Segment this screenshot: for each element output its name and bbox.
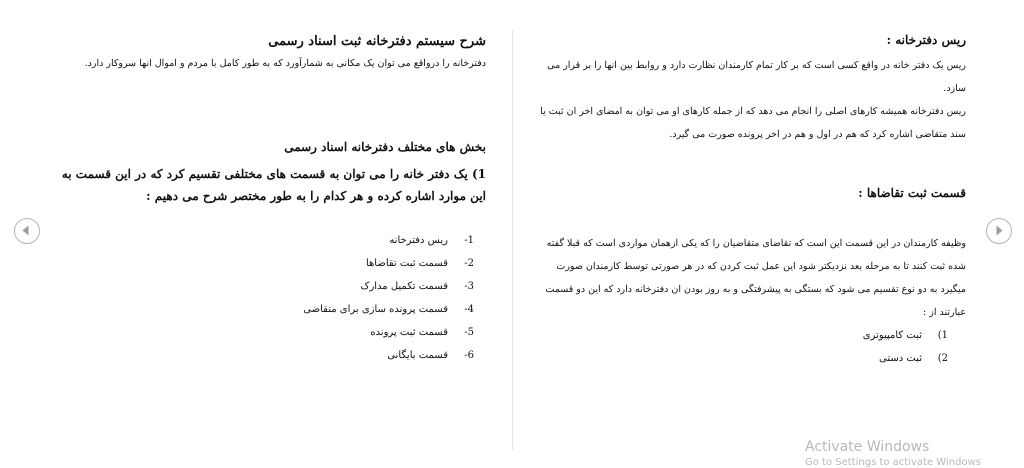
list-item xyxy=(303,252,474,275)
list-item xyxy=(303,275,474,298)
list-item-label: قسمت تکمیل مدارک xyxy=(360,281,448,292)
chevron-right-icon xyxy=(987,219,1010,242)
list-item-number: 6- xyxy=(464,350,474,361)
list-item xyxy=(303,229,474,252)
left-page-title: شرح سیستم دفترخانه ثبت اسناد رسمی xyxy=(268,34,486,49)
head-paragraph-1: ریس یک دفتر خانه در واقع کسی است که بر کار تمام کارمندان نظارت دارد و روابط بین انها را بر قرار می سازد. xyxy=(547,60,966,94)
list-item xyxy=(303,298,474,321)
list-item-label: ثبت دستی xyxy=(879,353,922,364)
list-item-number: 2- xyxy=(464,258,474,269)
requests-paragraph: وظیفه کارمندان در این قسمت این است که تقاضای متقاضیان را که یکی ازهمان مواردی است که قبلا گفته شده ثبت کنند تا به مرحله بعد نزدیکتر شود این عمل ثبت کردن که در هر صورتی توسط کارمندان صورت میگیرد به دو نوع تقسیم می شود که بستگی به پیشرفتگی و به روز بودن ان دفترخانه دارد که این دو قسمت عبارتند از : xyxy=(545,238,966,318)
list-item-label: ثبت کامپیوتری xyxy=(862,330,922,341)
sections-intro: 1) یک دفتر خانه را می توان به قسمت های مختلفی تقسیم کرد که در این قسمت به این موارد اشاره کرده و هر کدام را به طور مختصر شرح می دهیم : xyxy=(61,167,486,203)
list-item-number: 3- xyxy=(464,281,474,292)
list-item-label: قسمت پرونده سازی برای متقاضی xyxy=(303,304,448,315)
list-item-number: 1- xyxy=(464,235,474,246)
list-item-label: قسمت ثبت تقاضاها xyxy=(365,258,448,269)
prev-page-button[interactable] xyxy=(14,218,40,244)
head-paragraph-2: ریس دفترخانه همیشه کارهای اصلی را انجام می دهد که از جمله کارهای او می توان به امضای اخر ان ثبت یا سند متقاضی اشاره کرد که هم در اول و هم در اخر پرونده صورت می گیرد. xyxy=(540,106,966,140)
methods-list xyxy=(863,324,948,370)
requests-section-title: قسمت ثبت تقاضاها : xyxy=(858,186,966,200)
left-intro-paragraph: دفترخانه را درواقع می توان یک مکانی به شمارآورد که به طور کامل با مردم و اموال انها سروکار دارد. xyxy=(84,58,486,69)
list-item-label: قسمت ثبت پرونده xyxy=(370,327,448,338)
next-page-button[interactable] xyxy=(986,218,1012,244)
list-item-label: ریس دفترخانه xyxy=(389,235,448,246)
list-item xyxy=(863,347,948,370)
list-item-number: 1) xyxy=(937,330,948,341)
head-section-title: ریس دفترخانه : xyxy=(886,33,966,47)
list-item-number: 5- xyxy=(464,327,474,338)
chevron-left-icon xyxy=(15,219,38,242)
list-item xyxy=(303,344,474,367)
list-item-number: 4- xyxy=(464,304,474,315)
sections-list xyxy=(303,229,474,367)
list-item-label: قسمت بایگانی xyxy=(387,350,448,361)
list-item-number: 2) xyxy=(937,353,948,364)
activate-windows-watermark: Activate Windows xyxy=(805,439,930,455)
right-page xyxy=(530,0,970,467)
list-item xyxy=(863,324,948,347)
left-page xyxy=(40,0,490,467)
page-divider xyxy=(512,30,513,450)
activate-windows-hint: Go to Settings to activate Windows xyxy=(805,457,981,468)
list-item xyxy=(303,321,474,344)
sections-heading: بخش های مختلف دفترخانه اسناد رسمی xyxy=(284,140,486,154)
